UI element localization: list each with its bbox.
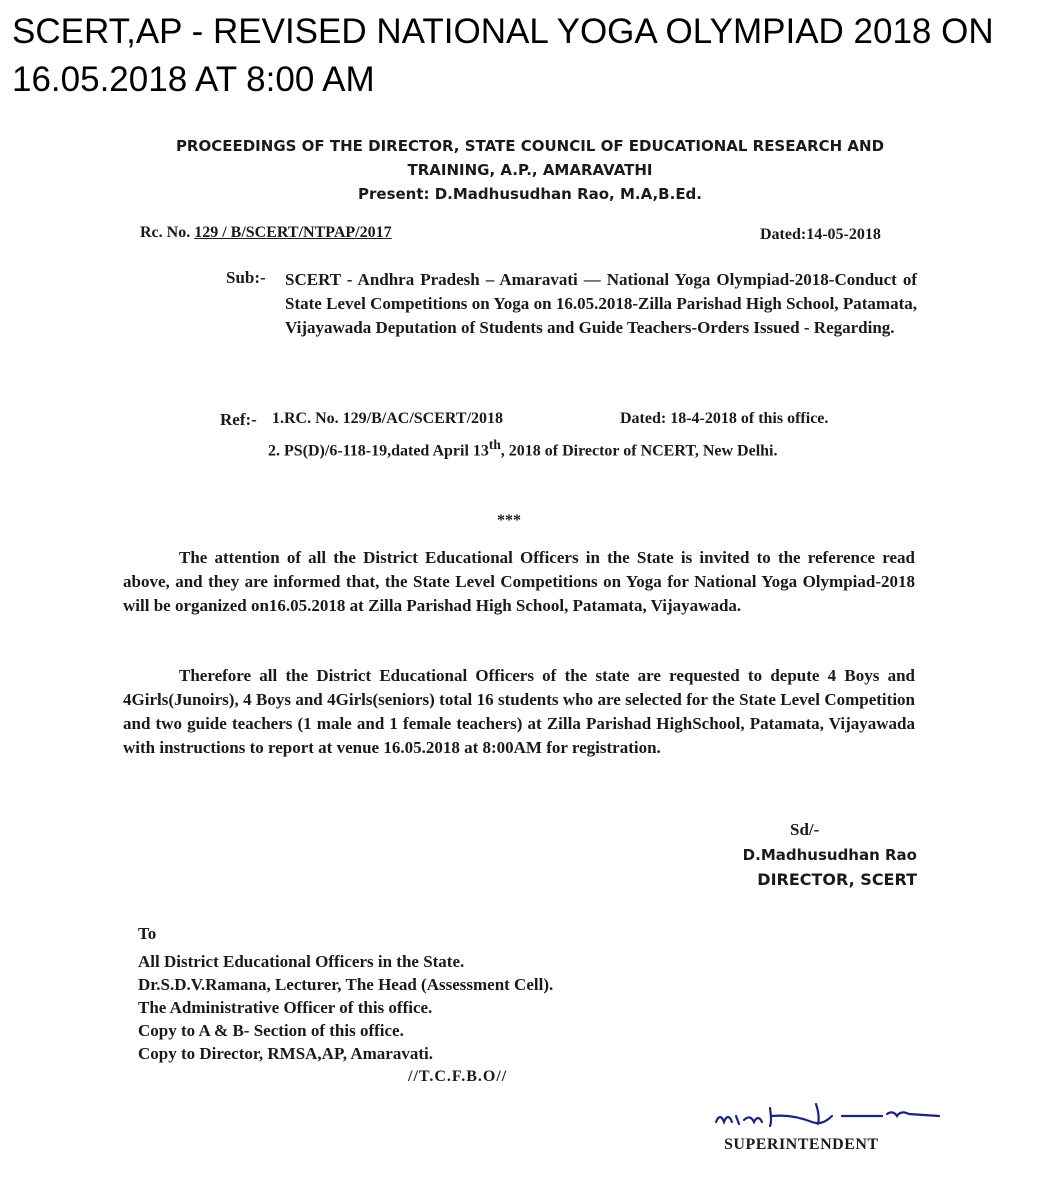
subject-label: Sub:- xyxy=(226,268,266,287)
subject-text: SCERT - Andhra Pradesh – Amaravati — National Yoga Olympiad-2018-Conduct of State Level Competitions on Yoga on 16.05.2018-Zilla Parishad High School, Patamata, Vijayawada Deputation of Students and Guide Teachers-Orders Issued - Regarding. xyxy=(285,270,917,337)
body-paragraph-2: Therefore all the District Educational Officers of the state are requested to depute 4 Boys and 4Girls(Junoirs), 4 Boys and 4Girls(seniors) total 16 students who are selected for the State Level Competition and two guide teachers (1 male and 1 female teachers) at Zilla Parishad HighSchool, Patamata, Vijayawada with instructions to report at venue 16.05.2018 at 8:00AM for registration. xyxy=(123,666,915,757)
proceedings-line-1: PROCEEDINGS OF THE DIRECTOR, STATE COUNCIL OF EDUCATIONAL RESEARCH AND xyxy=(175,137,885,155)
proceedings-line-2: TRAINING, A.P., AMARAVATHI xyxy=(407,161,653,179)
recipient-item: All District Educational Officers in the State. xyxy=(138,952,465,971)
ref-label: Ref:- xyxy=(220,410,257,429)
rc-label: Rc. No. xyxy=(140,224,191,241)
signatory-title: DIRECTOR, SCERT xyxy=(757,870,917,889)
body-paragraph-1: The attention of all the District Educational Officers in the State is invited to the reference read above, and they are informed that, the State Level Competitions on Yoga for National Yoga Olympiad-2018 will be organized on16.05.2018 at Zilla Parishad High School, Patamata, Vijayawada. xyxy=(123,548,915,615)
ref-item-1: 1.RC. No. 129/B/AC/SCERT/2018 xyxy=(272,410,504,427)
reference-number xyxy=(140,224,392,242)
tcfbo-mark: //T.C.F.B.O// xyxy=(408,1068,508,1085)
scanned-letter xyxy=(0,110,1049,1196)
signed-mark: Sd/- xyxy=(790,820,820,839)
ref-item-2-text-end: , 2018 of Director of NCERT, New Delhi. xyxy=(500,442,778,460)
ref-item-2-superscript: th xyxy=(488,437,501,452)
ref-item-1-date: Dated: 18-4-2018 of this office. xyxy=(620,410,829,427)
recipient-item: Copy to Director, RMSA,AP, Amaravati. xyxy=(138,1044,433,1063)
headline-line-2: 16.05.2018 AT 8:00 AM xyxy=(12,60,375,99)
proceedings-line-3: Present: D.Madhusudhan Rao, M.A,B.Ed. xyxy=(358,185,702,203)
rc-number: 129 / B/SCERT/NTPAP/2017 xyxy=(194,224,392,241)
recipient-list xyxy=(138,950,838,1065)
signatory-name: D.Madhusudhan Rao xyxy=(742,846,917,864)
handwritten-signature xyxy=(712,1094,952,1134)
ref-item-2-text: 2. PS(D)/6-118-19,dated April 13 xyxy=(268,442,489,460)
headline-line-1: SCERT,AP - REVISED NATIONAL YOGA OLYMPIAD 2018 ON xyxy=(12,12,994,51)
page-headline xyxy=(12,8,1042,104)
proceedings-header xyxy=(160,134,900,206)
recipient-item: Copy to A & B- Section of this office. xyxy=(138,1021,404,1040)
superintendent-label: SUPERINTENDENT xyxy=(724,1136,879,1153)
recipient-item: Dr.S.D.V.Ramana, Lecturer, The Head (Assessment Cell). xyxy=(138,975,554,994)
ref-item-2 xyxy=(268,434,888,462)
separator-stars: *** xyxy=(497,512,521,529)
to-label: To xyxy=(138,924,157,943)
recipient-item: The Administrative Officer of this office. xyxy=(138,998,433,1017)
letter-date: Dated:14-05-2018 xyxy=(760,226,881,243)
